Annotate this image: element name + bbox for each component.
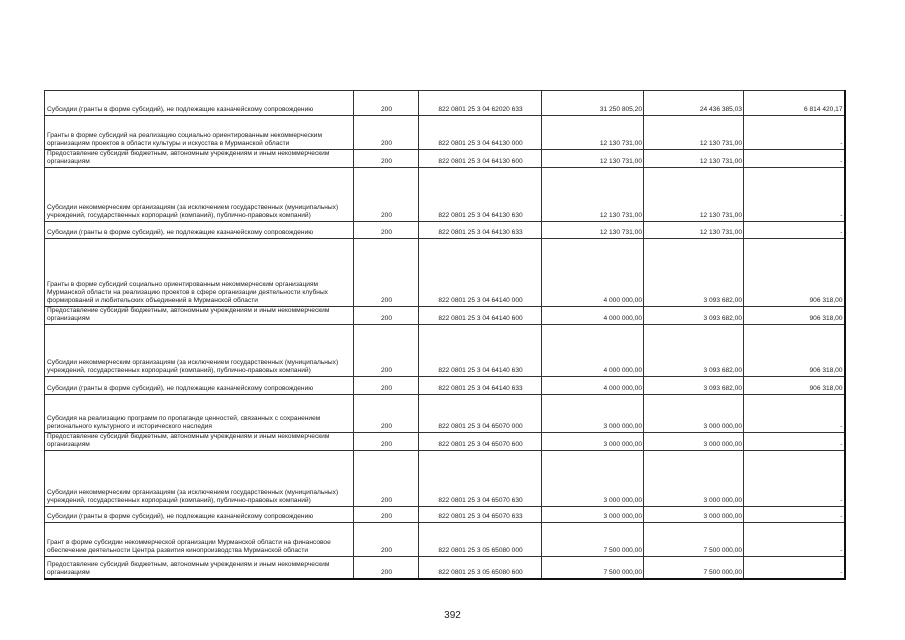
row-name-cell: Предоставление субсидий бюджетным, автономным учреждениям и иным некоммерческим организациям [45, 307, 354, 325]
row-executed-cell: 3 093 682,00 [644, 377, 744, 395]
row-code-cell: 200 [354, 507, 419, 523]
row-executed-cell: 7 500 000,00 [644, 557, 744, 579]
row-plan-cell: 12 130 731,00 [542, 116, 644, 150]
row-kbk-cell: 822 0801 25 3 04 65070 000 [419, 395, 542, 433]
row-remainder-cell: 906 318,00 [744, 325, 845, 377]
row-executed-cell: 12 130 731,00 [644, 116, 744, 150]
row-name-cell: Субсидии (гранты в форме субсидий), не подлежащие казначейскому сопровождению [45, 91, 354, 116]
row-executed-cell: 3 000 000,00 [644, 395, 744, 433]
table-row [45, 91, 845, 116]
row-plan-cell: 12 130 731,00 [542, 150, 644, 168]
row-remainder-cell: - [744, 168, 845, 222]
table-row [45, 507, 845, 523]
row-plan-cell: 3 000 000,00 [542, 395, 644, 433]
row-remainder-cell: - [744, 222, 845, 239]
table-row [45, 150, 845, 168]
row-code-cell: 200 [354, 377, 419, 395]
row-kbk-cell: 822 0801 25 3 04 64130 000 [419, 116, 542, 150]
row-remainder-cell: 906 318,00 [744, 307, 845, 325]
row-name-cell: Субсидии (гранты в форме субсидий), не подлежащие казначейскому сопровождению [45, 222, 354, 239]
row-executed-cell: 3 000 000,00 [644, 507, 744, 523]
row-name-cell: Гранты в форме субсидий на реализацию социально ориентированным некоммерческим организациям проектов в области культуры и искусства в Мурманской области [45, 116, 354, 150]
row-remainder-cell: - [744, 395, 845, 433]
row-executed-cell: 24 436 385,03 [644, 91, 744, 116]
row-kbk-cell: 822 0801 25 3 05 65080 000 [419, 523, 542, 557]
row-name-cell: Субсидии некоммерческим организациям (за исключением государственных (муниципальных) учреждений, государственных корпораций (компаний), публично-правовых компаний) [45, 168, 354, 222]
table-row [45, 222, 845, 239]
row-name-cell: Субсидии некоммерческим организациям (за исключением государственных (муниципальных) учреждений, государственных корпораций (компаний), публично-правовых компаний) [45, 451, 354, 507]
row-executed-cell: 7 500 000,00 [644, 523, 744, 557]
row-plan-cell: 12 130 731,00 [542, 168, 644, 222]
row-code-cell: 200 [354, 239, 419, 307]
row-code-cell: 200 [354, 523, 419, 557]
table-row [45, 307, 845, 325]
row-remainder-cell: - [744, 150, 845, 168]
row-executed-cell: 3 093 682,00 [644, 239, 744, 307]
table-row [45, 168, 845, 222]
table-row [45, 325, 845, 377]
row-plan-cell: 4 000 000,00 [542, 325, 644, 377]
row-remainder-cell: 6 814 420,17 [744, 91, 845, 116]
row-plan-cell: 7 500 000,00 [542, 557, 644, 579]
row-remainder-cell: 906 318,00 [744, 239, 845, 307]
table-row [45, 433, 845, 451]
row-remainder-cell: 906 318,00 [744, 377, 845, 395]
row-code-cell: 200 [354, 307, 419, 325]
row-kbk-cell: 822 0801 25 3 04 64140 633 [419, 377, 542, 395]
table-body [45, 91, 845, 579]
row-plan-cell: 3 000 000,00 [542, 507, 644, 523]
row-name-cell: Предоставление субсидий бюджетным, автономным учреждениям и иным некоммерческим организациям [45, 433, 354, 451]
row-plan-cell: 3 000 000,00 [542, 433, 644, 451]
row-remainder-cell: - [744, 433, 845, 451]
row-remainder-cell: - [744, 451, 845, 507]
row-executed-cell: 12 130 731,00 [644, 222, 744, 239]
row-plan-cell: 4 000 000,00 [542, 377, 644, 395]
row-plan-cell: 12 130 731,00 [542, 222, 644, 239]
table-row [45, 557, 845, 579]
row-executed-cell: 12 130 731,00 [644, 168, 744, 222]
row-plan-cell: 4 000 000,00 [542, 307, 644, 325]
row-remainder-cell: - [744, 523, 845, 557]
row-name-cell: Грант в форме субсидии некоммерческой организации Мурманской области на финансовое обеспечение деятельности Центра развития кинопроизводства Мурманской области [45, 523, 354, 557]
table-row [45, 395, 845, 433]
row-name-cell: Гранты в форме субсидий социально ориентированным некоммерческим организациям Мурманской области на реализацию проектов в сфере организации деятельности клубных формирований и любительских объединений в Мурманской области [45, 239, 354, 307]
row-kbk-cell: 822 0801 25 3 04 64130 630 [419, 168, 542, 222]
row-code-cell: 200 [354, 395, 419, 433]
table-row [45, 377, 845, 395]
row-executed-cell: 3 093 682,00 [644, 325, 744, 377]
row-name-cell: Субсидия на реализацию программ по пропаганде ценностей, связанных с сохранением регионального культурного и исторического наследия [45, 395, 354, 433]
row-executed-cell: 12 130 731,00 [644, 150, 744, 168]
row-name-cell: Субсидии (гранты в форме субсидий), не подлежащие казначейскому сопровождению [45, 377, 354, 395]
row-kbk-cell: 822 0801 25 3 04 64140 630 [419, 325, 542, 377]
row-code-cell: 200 [354, 222, 419, 239]
row-code-cell: 200 [354, 325, 419, 377]
row-plan-cell: 31 250 805,20 [542, 91, 644, 116]
budget-table [44, 90, 846, 580]
row-kbk-cell: 822 0801 25 3 04 64130 633 [419, 222, 542, 239]
row-code-cell: 200 [354, 116, 419, 150]
row-name-cell: Субсидии (гранты в форме субсидий), не подлежащие казначейскому сопровождению [45, 507, 354, 523]
row-code-cell: 200 [354, 91, 419, 116]
row-executed-cell: 3 093 682,00 [644, 307, 744, 325]
row-kbk-cell: 822 0801 25 3 04 65070 600 [419, 433, 542, 451]
row-name-cell: Предоставление субсидий бюджетным, автономным учреждениям и иным некоммерческим организациям [45, 150, 354, 168]
row-kbk-cell: 822 0801 25 3 05 65080 600 [419, 557, 542, 579]
row-kbk-cell: 822 0801 25 3 04 64140 600 [419, 307, 542, 325]
row-code-cell: 200 [354, 150, 419, 168]
row-remainder-cell: - [744, 507, 845, 523]
table-row [45, 116, 845, 150]
row-executed-cell: 3 000 000,00 [644, 433, 744, 451]
table-row [45, 239, 845, 307]
row-remainder-cell: - [744, 116, 845, 150]
row-kbk-cell: 822 0801 25 3 04 65070 630 [419, 451, 542, 507]
row-executed-cell: 3 000 000,00 [644, 451, 744, 507]
row-plan-cell: 3 000 000,00 [542, 451, 644, 507]
row-code-cell: 200 [354, 433, 419, 451]
row-kbk-cell: 822 0801 25 3 04 62020 633 [419, 91, 542, 116]
row-kbk-cell: 822 0801 25 3 04 64140 000 [419, 239, 542, 307]
row-name-cell: Предоставление субсидий бюджетным, автономным учреждениям и иным некоммерческим организациям [45, 557, 354, 579]
row-name-cell: Субсидии некоммерческим организациям (за исключением государственных (муниципальных) учреждений, государственных корпораций (компаний), публично-правовых компаний) [45, 325, 354, 377]
row-code-cell: 200 [354, 168, 419, 222]
table-row [45, 523, 845, 557]
row-remainder-cell: - [744, 557, 845, 579]
row-code-cell: 200 [354, 451, 419, 507]
row-plan-cell: 4 000 000,00 [542, 239, 644, 307]
table-row [45, 451, 845, 507]
row-plan-cell: 7 500 000,00 [542, 523, 644, 557]
row-kbk-cell: 822 0801 25 3 04 65070 633 [419, 507, 542, 523]
row-code-cell: 200 [354, 557, 419, 579]
row-kbk-cell: 822 0801 25 3 04 64130 600 [419, 150, 542, 168]
page-number: 392 [444, 610, 461, 621]
